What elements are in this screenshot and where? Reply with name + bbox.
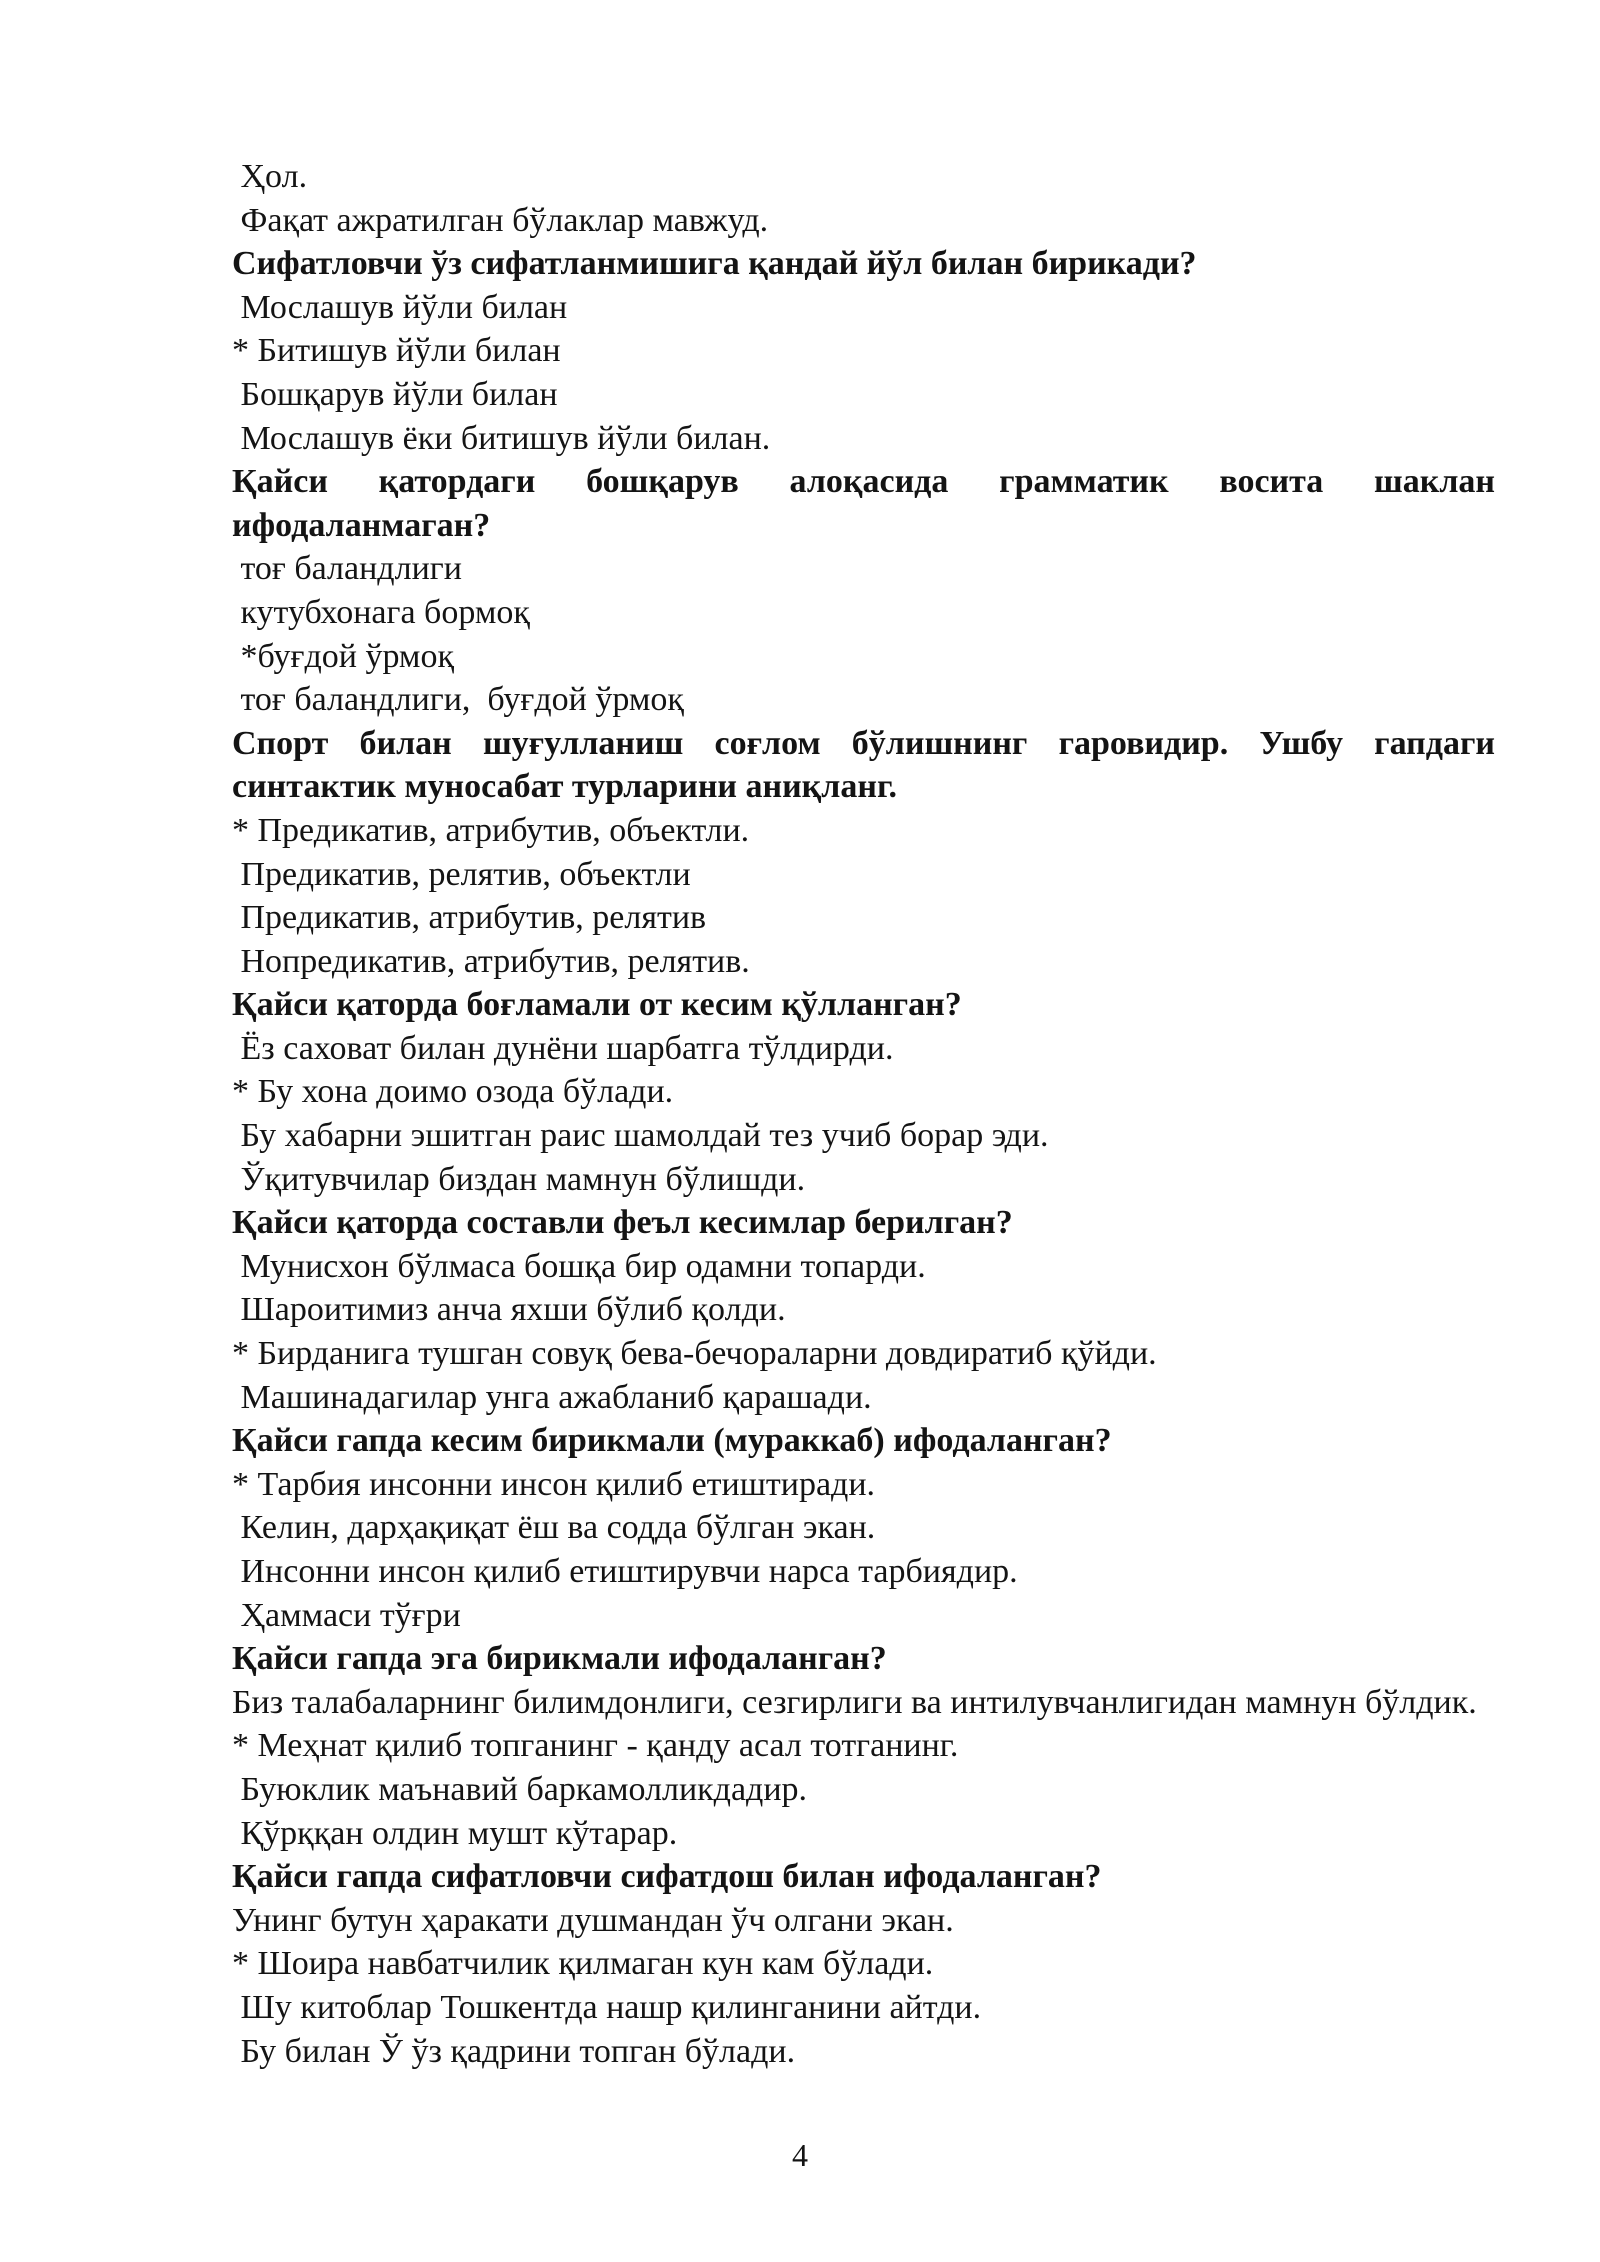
answer-option: * Меҳнат қилиб топганинг - қанду асал тотганинг. <box>232 1727 959 1765</box>
answer-option: Бу билан Ў ўз қадрини топган бўлади. <box>232 2032 796 2070</box>
answer-option: Бошқарув йўли билан <box>232 375 558 413</box>
answer-option: Мослашув йўли билан <box>232 288 568 326</box>
question-text: Қайси қатордаги бошқарув алоқасида грамматик восита шаклан ифодаланмаган? <box>232 463 1504 544</box>
answer-option: Ўқитувчилар биздан мамнун бўлишди. <box>232 1160 806 1198</box>
answer-option: Буюклик маънавий баркамолликдадир. <box>232 1770 808 1808</box>
answer-option: Унинг бутун ҳаракати душмандан ўч олгани экан. <box>232 1901 954 1939</box>
answer-option: Фақат ажратилган бўлаклар мавжуд. <box>232 201 769 239</box>
page-content <box>232 155 1504 2073</box>
answer-option: *буғдой ўрмоқ <box>232 637 454 675</box>
question-text: Қайси қаторда составли феъл кесимлар берилган? <box>232 1204 1013 1242</box>
answer-option: Мослашув ёки битишув йўли билан. <box>232 419 771 457</box>
question-text: Қайси гапда кесим бирикмали (мураккаб) ифодаланган? <box>232 1422 1112 1460</box>
answer-option: Ёз саховат билан дунёни шарбатга тўлдирди. <box>232 1029 894 1067</box>
answer-option: * Тарбия инсонни инсон қилиб етиштиради. <box>232 1465 876 1503</box>
answer-option: Ҳаммаси тўғри <box>232 1596 461 1634</box>
answer-option: Бу хабарни эшитган раис шамолдай тез учиб борар эди. <box>232 1117 1049 1155</box>
answer-option: * Предикатив, атрибутив, объектли. <box>232 811 750 849</box>
question-text: Қайси гапда эга бирикмали ифодаланган? <box>232 1640 887 1678</box>
answer-option: тоғ баландлиги, буғдой ўрмоқ <box>232 681 684 719</box>
question-text: Сифатловчи ўз сифатланмишига қандай йўл билан бирикади? <box>232 245 1197 283</box>
question-text: Спорт билан шуғулланиш соғлом бўлишнинг гаровидир. Ушбу гапдаги синтактик муносабат турларини аниқланг. <box>232 724 1504 806</box>
answer-option: Мунисхон бўлмаса бошқа бир одамни топарди. <box>232 1247 926 1285</box>
answer-option: Предикатив, атрибутив, релятив <box>232 899 707 937</box>
answer-option: Машинадагилар унга ажабланиб қарашади. <box>232 1378 872 1416</box>
answer-option: * Бу хона доимо озода бўлади. <box>232 1073 674 1111</box>
answer-option: Шу китоблар Тошкентда нашр қилинганини айтди. <box>232 1988 982 2026</box>
answer-option: Ҳол. <box>232 158 308 195</box>
answer-option: Келин, дарҳақиқат ёш ва содда бўлган экан. <box>232 1509 876 1547</box>
answer-option: * Битишув йўли билан <box>232 332 561 370</box>
answer-option: * Шоира навбатчилик қилмаган кун кам бўлади. <box>232 1945 934 1983</box>
question-text: Қайси гапда сифатловчи сифатдош билан ифодаланган? <box>232 1858 1102 1896</box>
answer-option: Предикатив, релятив, объектли <box>232 855 691 893</box>
answer-option: кутубхонага бормоқ <box>232 593 530 631</box>
question-text: Қайси қаторда боғламали от кесим қўлланган? <box>232 986 962 1024</box>
answer-option: Қўрққан олдин мушт кўтарар. <box>232 1814 678 1852</box>
answer-option: Шароитимиз анча яхши бўлиб қолди. <box>232 1291 786 1329</box>
answer-option: Инсонни инсон қилиб етиштирувчи нарса тарбиядир. <box>232 1553 1018 1590</box>
page-number: 4 <box>792 2137 808 2173</box>
answer-option: Биз талабаларнинг билимдонлиги, сезгирлиги ва интилувчанлигидан мамнун бўлдик. <box>232 1683 1477 1721</box>
answer-option: Нопредикатив, атрибутив, релятив. <box>232 942 750 980</box>
answer-option: тоғ баландлиги <box>232 550 462 588</box>
answer-option: * Бирданига тушган совуқ бева-бечораларни довдиратиб қўйди. <box>232 1335 1157 1373</box>
